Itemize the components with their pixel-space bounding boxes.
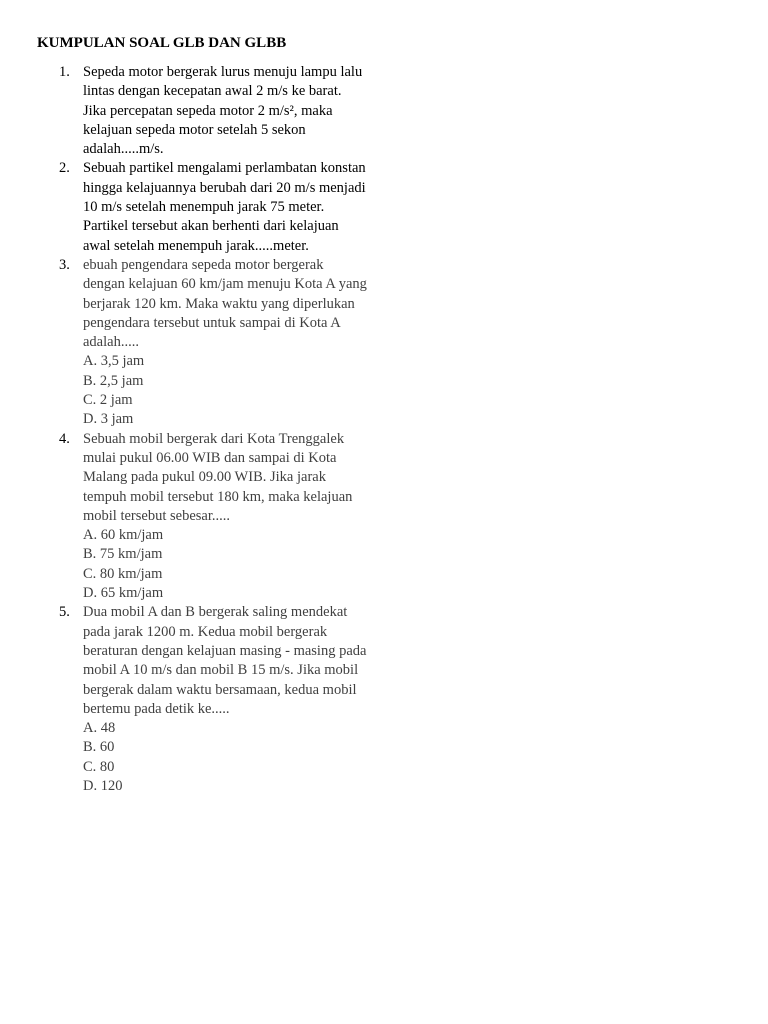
answer-option-b: B. 60 [83,739,115,756]
question-text: Sepeda motor bergerak lurus menuju lampu lalu lintas dengan kecepatan awal 2 m/s ke barat. Jika percepatan sepeda motor 2 m/s², maka kelajuan sepeda motor setelah 5 sekon adalah.....m/s. [83,64,363,158]
answer-option-c: C. 2 jam [83,392,133,409]
answer-option-d: D. 120 [83,777,123,794]
question-2 [0,159,368,255]
question-list [0,63,368,796]
answer-option-d: D. 3 jam [83,411,134,428]
question-number: 2. [59,160,70,177]
question-1 [0,63,368,159]
question-5 [0,603,368,796]
question-3 [0,256,368,430]
answer-option-a: A. 48 [83,720,116,737]
answer-option-a: A. 60 km/jam [83,527,164,544]
question-number: 4. [59,430,70,447]
question-number: 3. [59,256,70,273]
question-text: Sebuah mobil bergerak dari Kota Trenggalek mulai pukul 06.00 WIB dan sampai di Kota Malang pada pukul 09.00 WIB. Jika jarak tempuh mobil tersebut 180 km, maka kelajuan mobil tersebut sebesar..... [83,430,353,524]
answer-option-c: C. 80 [83,758,115,775]
question-text: Dua mobil A dan B bergerak saling mendekat pada jarak 1200 m. Kedua mobil bergerak beraturan dengan kelajuan masing - masing pada mobil A 10 m/s dan mobil B 15 m/s. Jika mobil bergerak dalam waktu bersamaan, kedua mobil bertemu pada detik ke..... [83,604,367,717]
question-number: 1. [59,64,70,80]
answer-option-b: B. 75 km/jam [83,546,163,563]
question-text: ebuah pengendara sepeda motor bergerak dengan kelajuan 60 km/jam menuju Kota A yang berjarak 120 km. Maka waktu yang diperlukan pengendara tersebut untuk sampai di Kota A adalah..... [83,256,367,351]
question-number: 5. [59,604,70,621]
answer-option-b: B. 2,5 jam [83,372,144,389]
answer-option-d: D. 65 km/jam [83,585,164,602]
answer-option-c: C. 80 km/jam [83,565,163,582]
question-text: Sebuah partikel mengalami perlambatan konstan hingga kelajuannya berubah dari 20 m/s menjadi 10 m/s setelah menempuh jarak 75 meter. Partikel tersebut akan berhenti dari kelajuan awal setelah menempuh jarak.....meter. [83,160,366,254]
question-4 [0,430,368,604]
document-title: KUMPULAN SOAL GLB DAN GLBB [37,35,287,51]
answer-option-a: A. 3,5 jam [83,353,145,370]
